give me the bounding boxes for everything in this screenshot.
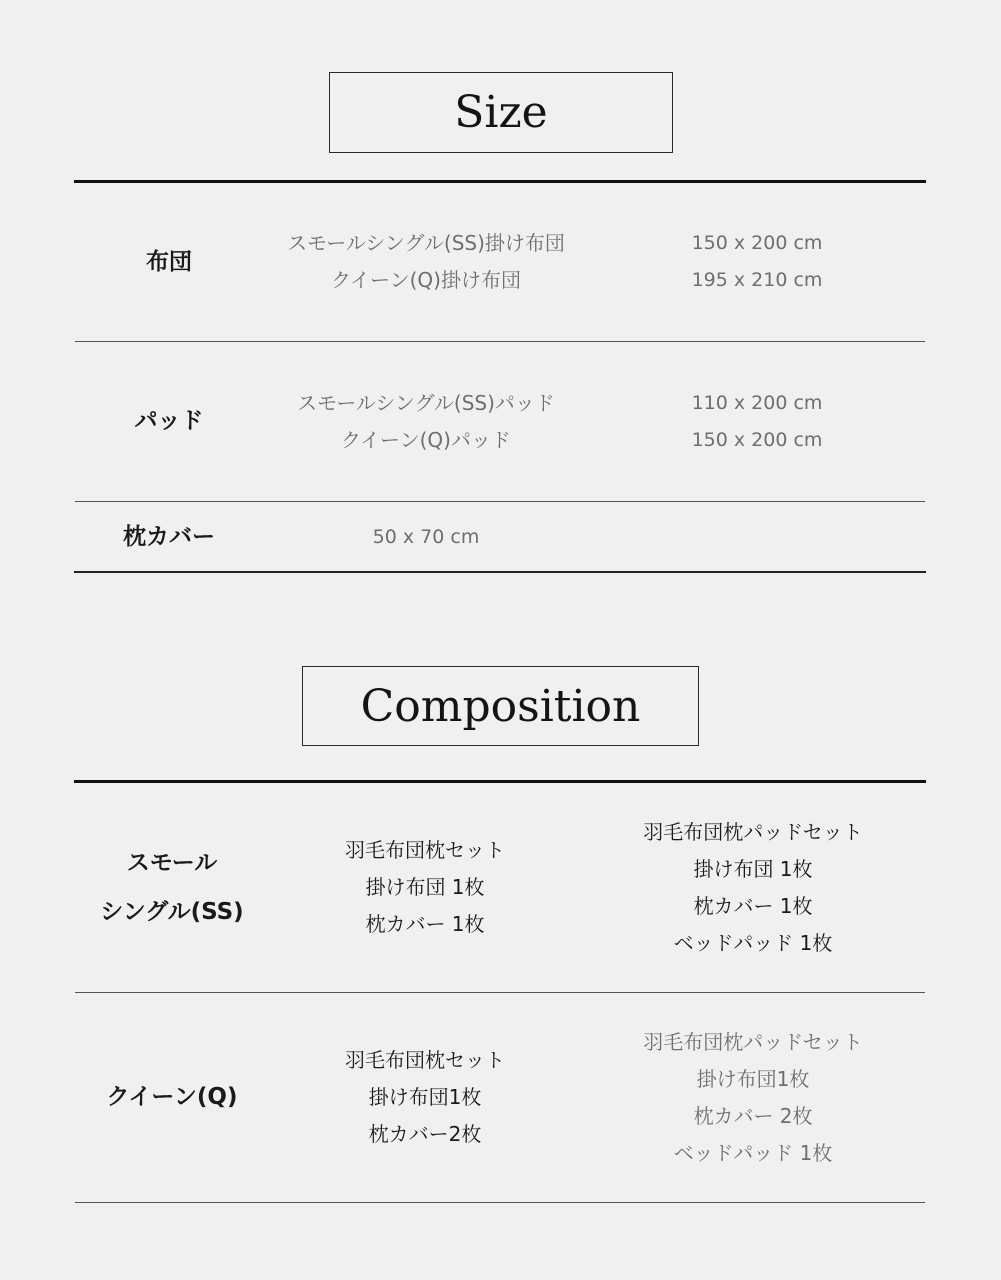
composition-set-b bbox=[600, 993, 906, 1202]
size-table-bottom-rule bbox=[74, 571, 926, 573]
size-row-names bbox=[264, 342, 588, 501]
size-dim: 150 x 200 cm bbox=[691, 428, 823, 451]
size-name: スモールシングル(SS)パッド bbox=[297, 390, 555, 415]
set-item: ベッドパッド 1枚 bbox=[673, 1140, 833, 1165]
set-item: 掛け布団 1枚 bbox=[365, 875, 485, 899]
set-item: 羽毛布団枕パッドセット bbox=[643, 1029, 863, 1054]
set-item: 枕カバー 1枚 bbox=[693, 893, 813, 918]
size-row-label: 枕カバー bbox=[123, 523, 215, 550]
composition-row-label: クイーン(Q) bbox=[106, 1084, 238, 1110]
composition-row-label: スモール シングル(SS) bbox=[100, 849, 244, 925]
size-name: クイーン(Q)パッド bbox=[341, 427, 511, 452]
size-title-text: Size bbox=[454, 87, 548, 138]
size-row-names bbox=[264, 183, 588, 341]
size-row-label: 布団 bbox=[146, 248, 192, 275]
set-item: 枕カバー 2枚 bbox=[693, 1103, 813, 1128]
composition-set-a bbox=[284, 993, 566, 1202]
size-dim: 150 x 200 cm bbox=[691, 232, 823, 254]
size-row-dims bbox=[630, 342, 884, 501]
size-row-dims bbox=[264, 502, 588, 572]
size-name: スモールシングル(SS)掛け布団 bbox=[287, 231, 565, 255]
set-item: 掛け布団1枚 bbox=[696, 1066, 810, 1091]
size-dim: 195 x 210 cm bbox=[691, 269, 823, 291]
set-item: 羽毛布団枕パッドセット bbox=[643, 819, 863, 844]
set-item: 羽毛布団枕セット bbox=[345, 1048, 505, 1072]
set-item: ベッドパッド 1枚 bbox=[673, 930, 833, 955]
composition-set-a bbox=[284, 783, 566, 992]
size-name: クイーン(Q)掛け布団 bbox=[331, 268, 521, 292]
size-title bbox=[329, 72, 673, 153]
size-dim: 110 x 200 cm bbox=[691, 391, 823, 414]
set-item: 掛け布団 1枚 bbox=[693, 856, 813, 881]
composition-title-text: Composition bbox=[360, 680, 641, 732]
size-row-label: パッド bbox=[134, 408, 204, 434]
composition-table-bottom-rule bbox=[75, 1202, 925, 1203]
size-dim: 50 x 70 cm bbox=[372, 525, 480, 548]
size-row-dims bbox=[630, 183, 884, 341]
set-item: 枕カバー2枚 bbox=[368, 1122, 482, 1146]
composition-title bbox=[302, 666, 699, 746]
composition-set-b bbox=[600, 783, 906, 992]
set-item: 掛け布団1枚 bbox=[368, 1085, 482, 1109]
set-item: 枕カバー 1枚 bbox=[365, 912, 485, 936]
set-item: 羽毛布団枕セット bbox=[345, 838, 505, 862]
